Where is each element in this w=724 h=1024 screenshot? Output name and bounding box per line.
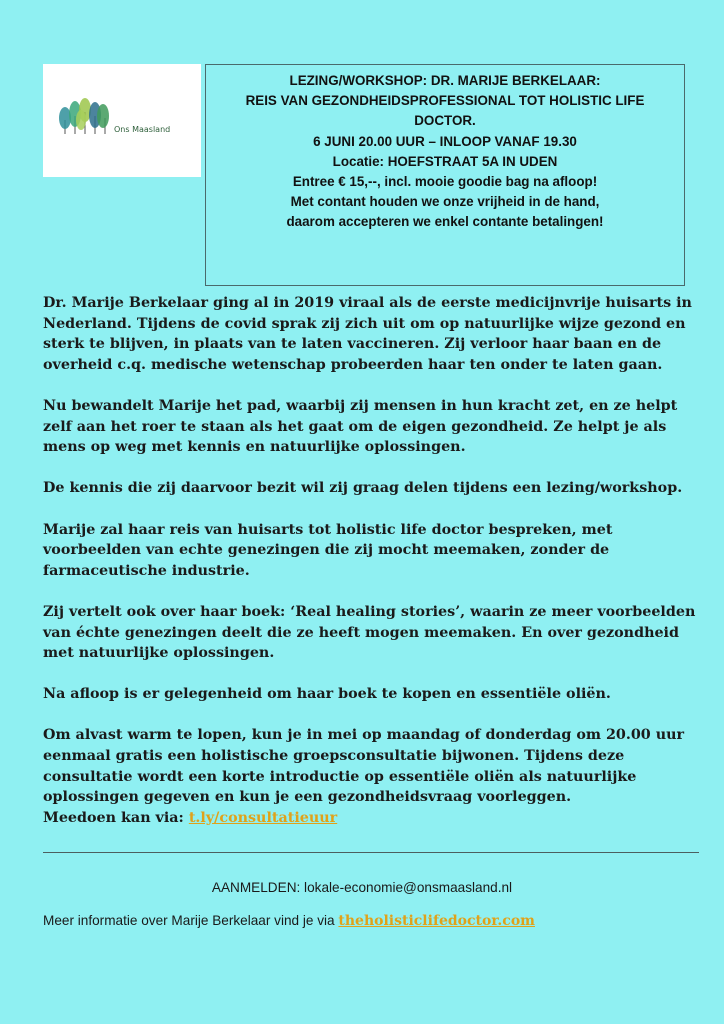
tree-shape [59, 107, 71, 129]
more-info-line [43, 913, 535, 929]
tree-shape [97, 104, 109, 128]
join-label: Meedoen kan via: [43, 809, 189, 826]
text-line: met natuurlijke oplossingen. [43, 645, 275, 662]
text-line: Zij vertelt ook over haar boek: ‘Real healing stories’, waarin ze meer voorbeelden [43, 603, 696, 620]
register-text: AANMELDEN: lokale-economie@onsmaasland.nl [211, 880, 513, 895]
header-line: REIS VAN GEZONDHEIDSPROFESSIONAL TOT HOLISTIC LIFE [245, 93, 645, 109]
trees-logo-icon [57, 98, 113, 138]
consultation-link[interactable]: t.ly/consultatieuur [188, 809, 338, 826]
text-line: sterk te blijven, in plaats van te laten vaccineren. Zij verloor haar baan en de [43, 336, 662, 353]
text-line: oplossingen gegeven en kun je een gezondheidsvraag voorleggen. [43, 789, 572, 806]
event-header-box [205, 64, 685, 286]
paragraph-journey [43, 520, 708, 582]
header-line: 6 JUNI 20.00 UUR – INLOOP VANAF 19.30 [313, 133, 577, 149]
text-line: eenmaal gratis een holistische groepsconsultatie bijwonen. Tijdens deze [43, 748, 625, 765]
text-line: Dr. Marije Berkelaar ging al in 2019 viraal als de eerste medicijnvrije huisarts in [43, 295, 692, 311]
header-line: Entree € 15,--, incl. mooie goodie bag na afloop! [292, 174, 598, 190]
text-line: Na afloop is er gelegenheid om haar boek te kopen en essentiële oliën. [43, 686, 611, 703]
text-line: Nu bewandelt Marije het pad, waarbij zij mensen in hun kracht zet, en ze helpt [43, 397, 678, 414]
text-line: Marije zal haar reis van huisarts tot holistic life doctor bespreken, met [43, 521, 613, 538]
body-text [43, 293, 708, 828]
text-line: mens op weg met kennis en natuurlijke oplossingen. [43, 439, 466, 456]
text-line: farmaceutische industrie. [43, 562, 250, 579]
text-line: van échte genezingen deelt die ze heeft mogen meemaken. En over gezondheid [43, 624, 679, 641]
text-line: Om alvast warm te lopen, kun je in mei op maandag of donderdag om 20.00 uur [43, 727, 685, 744]
paragraph-afterwards [43, 684, 708, 705]
header-line: daarom accepteren we enkel contante betalingen! [286, 214, 604, 230]
text-line: voorbeelden van echte genezingen die zij mocht meemaken, zonder de [43, 542, 610, 559]
logo-text: Ons Maasland [114, 125, 171, 134]
paragraph-book [43, 602, 708, 664]
paragraph-consultation [43, 725, 708, 828]
header-line: Met contant houden we onze vrijheid in de hand, [290, 194, 600, 210]
text-line: Nederland. Tijdens de covid sprak zij zich uit om op natuurlijke wijze gezond en [43, 315, 686, 332]
header-line: LEZING/WORKSHOP: DR. MARIJE BERKELAAR: [289, 73, 601, 88]
paragraph-intro [43, 293, 708, 375]
text-line: De kennis die zij daarvoor bezit wil zij graag delen tijdens een lezing/workshop. [43, 480, 683, 497]
header-line: Locatie: HOEFSTRAAT 5A IN UDEN [332, 153, 558, 169]
website-link[interactable]: theholisticlifedoctor.com [338, 913, 535, 929]
header-line: DOCTOR. [414, 113, 476, 129]
divider [43, 852, 699, 853]
paragraph-knowledge [43, 478, 708, 499]
paragraph-path [43, 396, 708, 458]
logo [43, 64, 201, 177]
more-info-label: Meer informatie over Marije Berkelaar vind je via [43, 913, 339, 928]
text-line: consultatie wordt een korte introductie op essentiële oliën als natuurlijke [43, 768, 637, 785]
tree-shape [76, 110, 86, 130]
text-line: overheid c.q. medische wetenschap probeerden haar ten onder te laten gaan. [43, 356, 663, 373]
text-line: zelf aan het roer te staan als het gaat om de eigen gezondheid. Ze helpt je als [43, 418, 667, 435]
